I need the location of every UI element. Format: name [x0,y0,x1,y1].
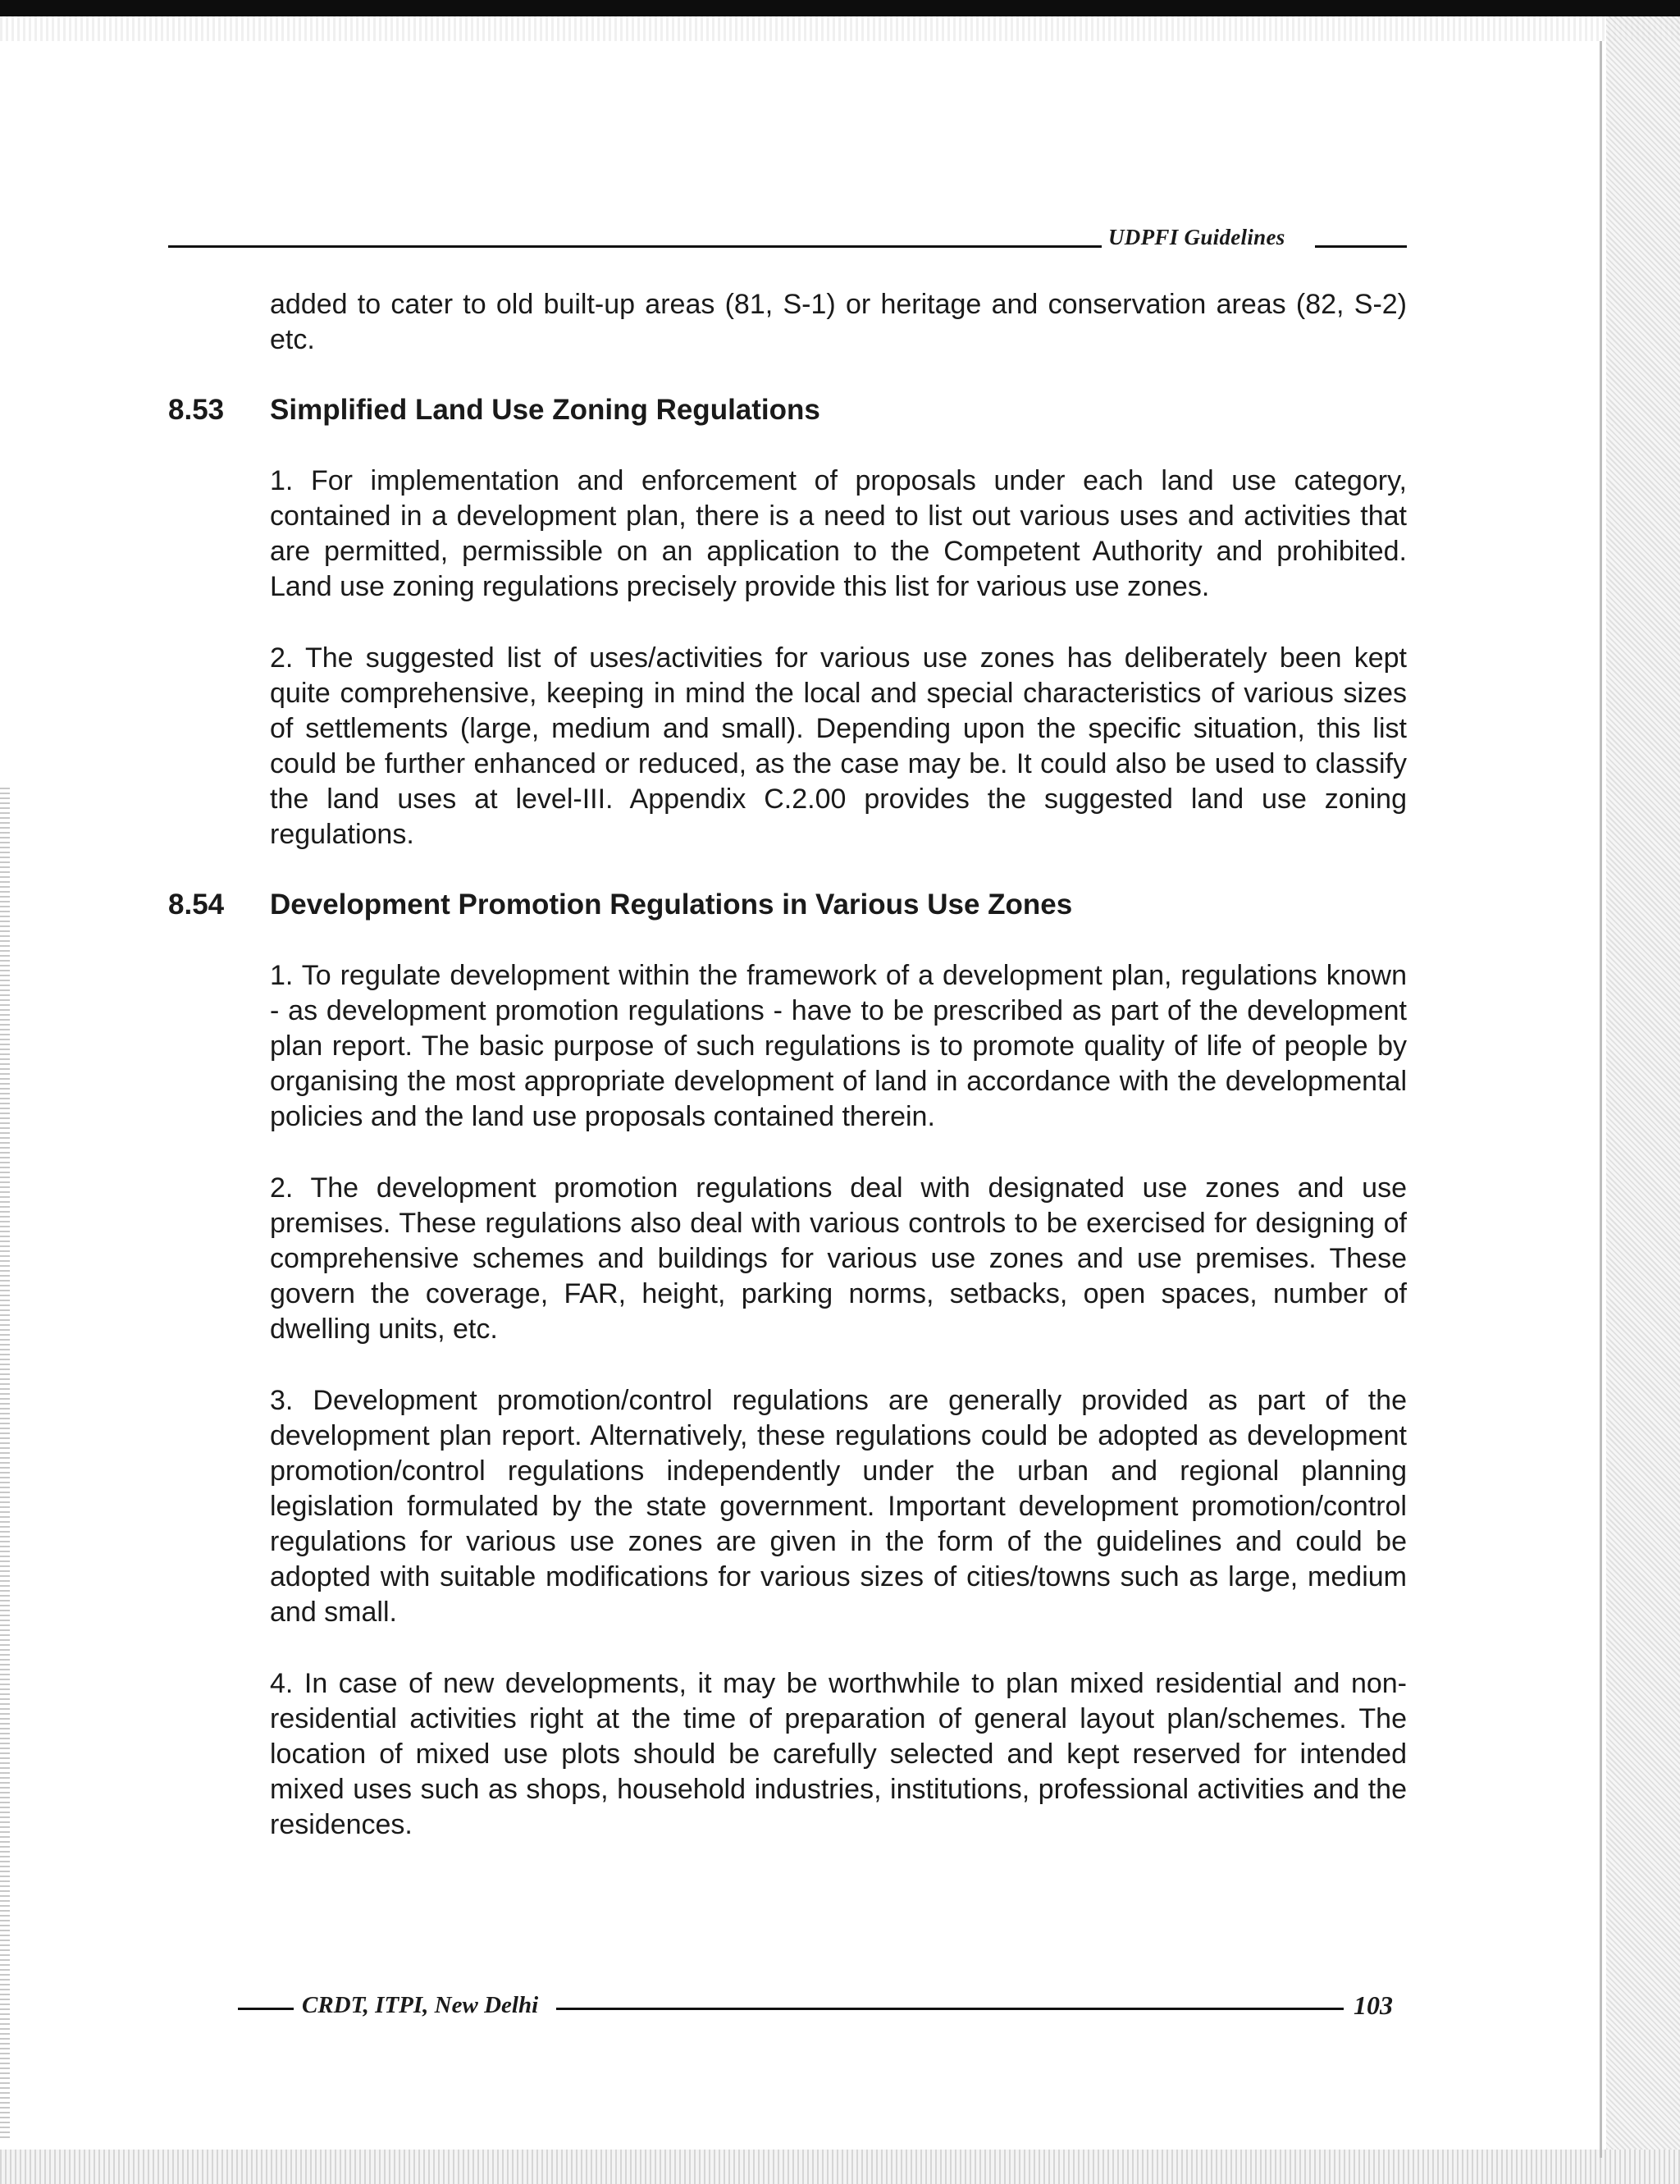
scan-left-edge [0,788,10,2141]
scan-top-noise [0,16,1680,41]
page-content [168,287,1407,1843]
paragraph: 2. The development promotion regulations deal with designated use zones and use premises. These regulations also deal with various controls to be exercised for designing of comprehensive schemes and buildings for various use zones and use premises. These govern the coverage, FAR, height, parking norms, setbacks, open spaces, number of dwelling units, etc. [270,1172,1407,1345]
paragraph: 1. To regulate development within the framework of a development plan, regulations known - as development promotion regulations - have to be prescribed as part of the development plan report. The basic purpose of such regulations is to promote quality of life of people by organising the most appropriate development of land in accordance with the developmental policies and the land use proposals contained therein. [270,960,1407,1132]
header-rule-right [1315,245,1407,248]
section-heading-8-53 [168,392,1407,427]
section-number: 8.54 [168,889,225,921]
header-title: UDPFI Guidelines [1108,225,1285,249]
section-heading-8-54 [168,887,1407,922]
header-rule-left [168,245,1102,248]
paragraph: 3. Development promotion/control regulations are generally provided as part of the development plan report. Alternatively, these regulations could be adopted as development promotion/control regulations independently under the urban and regional planning legislation formulated by the state government. Important development promotion/control regulations for various use zones are given in the form of the guidelines and could be adopted with suitable modifications for various sizes of cities/towns such as large, medium and small. [270,1385,1407,1628]
page-number: 103 [1354,1990,1393,2020]
footer-rule-middle [556,2008,1344,2010]
paragraph: 4. In case of new developments, it may be worthwhile to plan mixed residential and non-residential activities right at the time of preparation of general layout plan/schemes. The location of mixed use plots should be carefully selected and kept reserved for intended mixed uses such as shops, household industries, institutions, professional activities and the residences. [270,1668,1407,1840]
section-title: Simplified Land Use Zoning Regulations [270,394,820,426]
paragraph: 1. For implementation and enforcement of proposals under each land use category, contained in a development plan, there is a need to list out various uses and activities that are permitted, permissible on an application to the Competent Authority and prohibited. Land use zoning regulations precisely provide this list for various use zones. [270,465,1407,602]
running-header [168,223,1407,253]
footer-source: CRDT, ITPI, New Delhi [302,1992,539,2018]
page-edge [1600,41,1602,2158]
scan-right-edge [1606,16,1680,2150]
section-number: 8.53 [168,394,225,426]
running-footer [238,1990,1407,2023]
footer-rule-left [238,2008,294,2010]
scan-bottom-edge [0,2150,1680,2184]
paragraph: 2. The suggested list of uses/activities for various use zones has deliberately been kept quite comprehensive, keeping in mind the local and special characteristics of various sizes of settlements (large, medium and small). Depending upon the specific situation, this list could be further enhanced or reduced, as the case may be. It could also be used to classify the land uses at level-III. Appendix C.2.00 provides the suggested land use zoning regulations. [270,642,1407,850]
scan-top-border [0,0,1680,16]
intro-paragraph: added to cater to old built-up areas (81, S-1) or heritage and conservation areas (82, S-2) etc. [270,289,1407,355]
section-title: Development Promotion Regulations in Various Use Zones [270,889,1073,921]
